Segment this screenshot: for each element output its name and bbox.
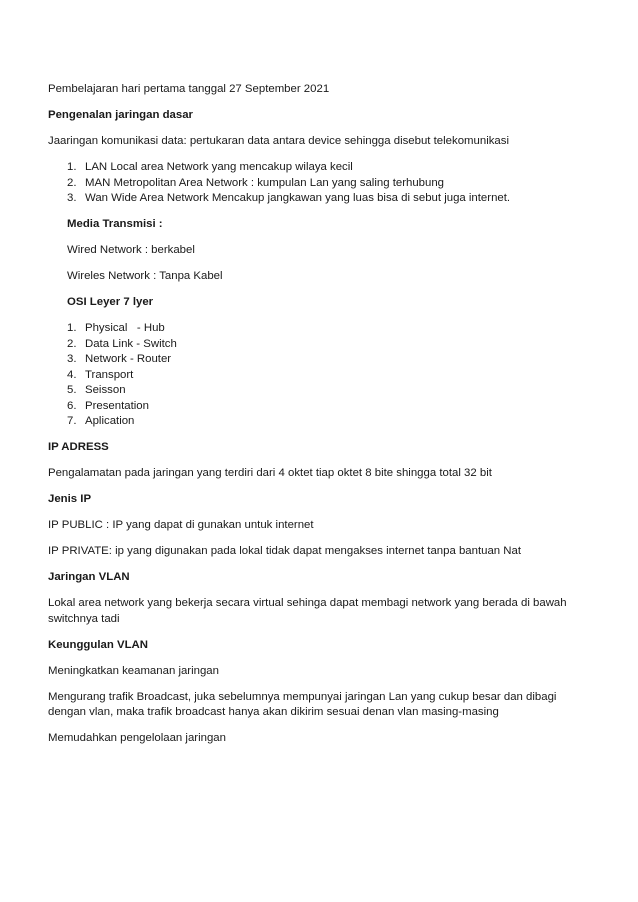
vlan-heading: Jaringan VLAN xyxy=(48,571,130,583)
list-item xyxy=(48,191,608,207)
media-heading: Media Transmisi : xyxy=(67,218,163,230)
wired-line: Wired Network : berkabel xyxy=(67,244,195,256)
keunggulan-item-3: Memudahkan pengelolaan jaringan xyxy=(48,732,226,744)
list-text: Physical - Hub xyxy=(85,322,165,334)
list-number: 3. xyxy=(67,353,77,365)
list-item xyxy=(48,414,608,430)
list-number: 1. xyxy=(67,322,77,334)
vlan-paragraph xyxy=(48,596,608,627)
keunggulan-2-line-1: Mengurang trafik Broadcast, juka sebelumnya mempunyai jaringan Lan yang cukup besar dan dibagi xyxy=(48,690,557,703)
intro-line: Pembelajaran hari pertama tanggal 27 September 2021 xyxy=(48,83,330,95)
list-number: 4. xyxy=(67,368,77,381)
vlan-text-line-2: switchnya tadi xyxy=(48,612,120,625)
list-text: Network - Router xyxy=(85,353,172,365)
list-text: Presentation xyxy=(85,399,149,412)
list-item xyxy=(48,176,608,192)
document-page xyxy=(48,82,608,757)
vlan-text-line-1: Lokal area network yang bekerja secara virtual sehinga dapat membagi network yang berada di bawah xyxy=(48,597,567,609)
list-item xyxy=(48,352,608,368)
list-text: Data Link - Switch xyxy=(85,337,177,350)
definition-line: Jaaringan komunikasi data: pertukaran data antara device sehingga disebut telekomunikasi xyxy=(48,135,509,147)
list-text: LAN Local area Network yang mencakup wilaya kecil xyxy=(85,161,353,173)
osi-heading: OSI Leyer 7 lyer xyxy=(67,296,154,308)
list-item xyxy=(48,383,608,399)
ip-heading: IP ADRESS xyxy=(48,441,109,453)
list-text: Transport xyxy=(85,368,134,381)
list-number: 2. xyxy=(67,176,77,189)
keunggulan-2-line-2: dengan vlan, maka trafik broadcast hanya akan dikirim sesuai denan vlan masing-masing xyxy=(48,706,499,718)
list-item xyxy=(48,337,608,353)
list-text: Wan Wide Area Network Mencakup jangkawan yang luas bisa di sebut juga internet. xyxy=(85,192,511,204)
wireless-line: Wireles Network : Tanpa Kabel xyxy=(67,270,223,282)
list-number: 3. xyxy=(67,192,77,204)
network-types-list xyxy=(48,160,608,207)
list-item xyxy=(48,160,608,176)
list-text: Aplication xyxy=(85,415,135,427)
list-text: Seisson xyxy=(85,384,126,396)
list-number: 2. xyxy=(67,337,77,350)
list-number: 1. xyxy=(67,161,77,173)
list-text: MAN Metropolitan Area Network : kumpulan Lan yang saling terhubung xyxy=(85,176,445,189)
list-number: 5. xyxy=(67,384,77,396)
list-number: 6. xyxy=(67,399,77,412)
heading-intro: Pengenalan jaringan dasar xyxy=(48,109,193,121)
list-item xyxy=(48,321,608,337)
osi-layers-list xyxy=(48,321,608,430)
ip-text: Pengalamatan pada jaringan yang terdiri dari 4 oktet tiap oktet 8 bite shingga total 32 bit xyxy=(48,467,492,479)
keunggulan-item-2 xyxy=(48,690,608,721)
ip-public-line: IP PUBLIC : IP yang dapat di gunakan untuk internet xyxy=(48,519,314,531)
list-number: 7. xyxy=(67,415,77,427)
list-item xyxy=(48,399,608,415)
list-item xyxy=(48,368,608,384)
keunggulan-item-1: Meningkatkan keamanan jaringan xyxy=(48,664,219,677)
ip-private-line: IP PRIVATE: ip yang digunakan pada lokal tidak dapat mengakses internet tanpa bantuan Nat xyxy=(48,545,522,557)
jenis-ip-heading: Jenis IP xyxy=(48,493,92,505)
keunggulan-heading: Keunggulan VLAN xyxy=(48,638,148,651)
